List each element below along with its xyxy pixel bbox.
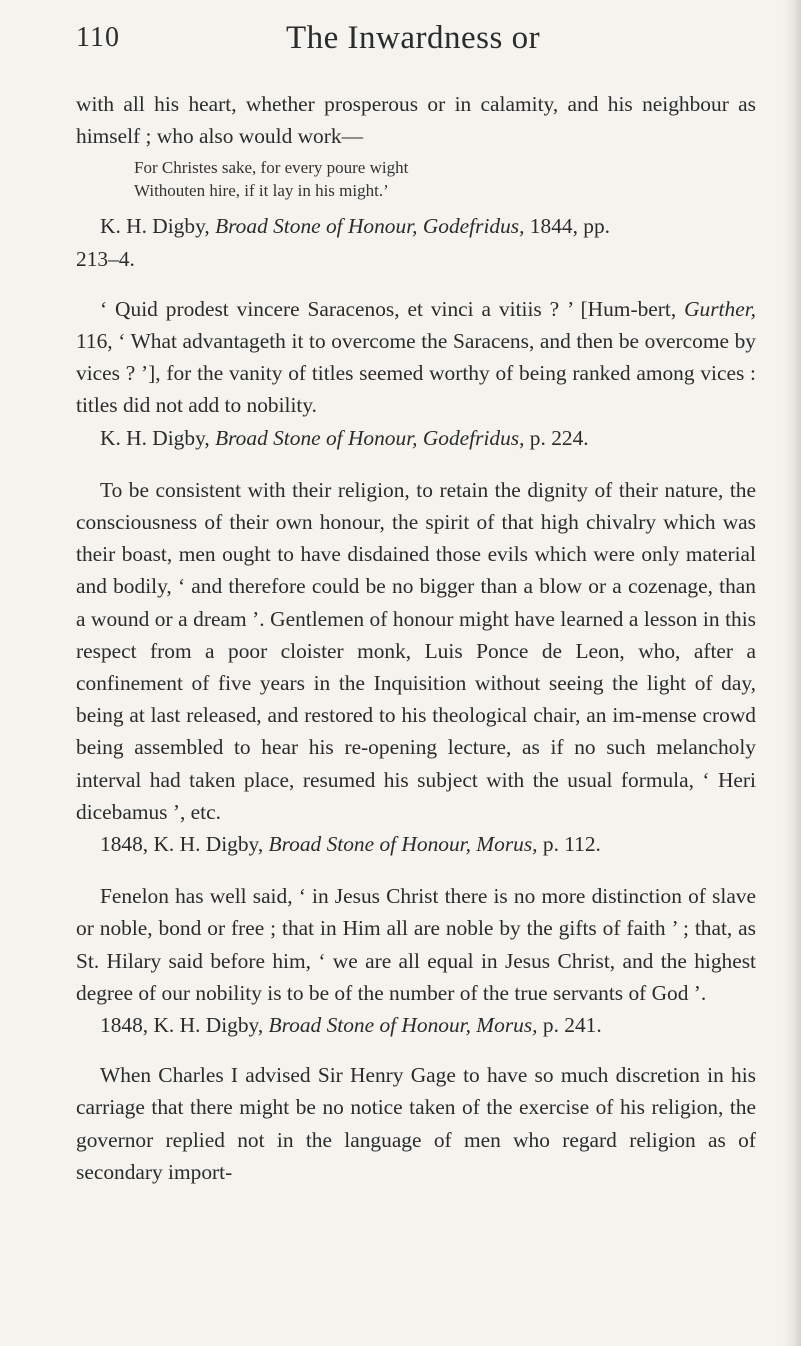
citation-2-pages: p. 224. [524,425,589,450]
citation-1-author: K. H. Digby, [100,214,216,239]
verse-quote [76,156,756,202]
paragraph-2 [76,293,756,422]
paragraph-2-italic: Gurther, [684,296,756,321]
citation-1-pages: 213–4. [76,246,135,271]
paragraph-2-text: ‘ Quid prodest vincere Saracenos, et vinci a vitiis ? ’ [Hum-bert, [100,296,685,321]
citation-3 [76,828,756,860]
paragraph-2-rest: 116, ‘ What advantageth it to overcome the Saracens, and then be overcome by vices ? ’], for the vanity of titles seemed worthy of being ranked among vices : titles did not add to nobility. [76,329,756,418]
verse-line-1: For Christes sake, for every poure wight [134,158,409,178]
citation-3-pages: p. 112. [537,832,601,857]
paragraph-4: Fenelon has well said, ‘ in Jesus Christ there is no more distinction of slave or noble, bond or free ; that in Him all are noble by the gifts of faith ’ ; that, as St. Hilary said before him, ‘ we are all equal in Jesus Christ, and the highest degree of our nobility is to be of the number of the true servants of God ’. [76,884,756,1005]
paragraph-1: with all his heart, whether prosperous or in calamity, and his neighbour as himself ; who also would work— [76,92,756,149]
citation-1-title: Broad Stone of Honour, Godefridus, [215,214,525,239]
running-header [76,22,761,62]
citation-3-title: Broad Stone of Honour, Morus, [268,832,538,857]
spacer [76,275,756,293]
citation-2-author: K. H. Digby, [100,425,216,450]
citation-2 [76,422,756,454]
citation-4-author: 1848, K. H. Digby, [100,1013,269,1038]
citation-4-title: Broad Stone of Honour, Morus, [268,1013,538,1038]
paragraph-3: To be consistent with their religion, to retain the dignity of their nature, the consciousness of their own honour, the spirit of that high chivalry which was their boast, men ought to have disdained those evils which were only material and bodily, ‘ and therefore could be no bigger than a blow or a cozenage, than a wound or a dream ’. Gentlemen of honour might have learned a lesson in this respect from a poor cloister monk, Luis Ponce de Leon, who, after a confinement of five years in the Inquisition without seeing the light of day, being at last released, and restored to his theological chair, an im-mense crowd being assembled to hear his re-opening lecture, as if no such melancholy interval had taken place, resumed his subject with the usual formula, ‘ Heri dicebamus ’, etc. [76,477,756,824]
citation-2-title: Broad Stone of Honour, Godefridus, [215,425,525,450]
citation-1-year: 1844, pp. [524,214,611,239]
spacer [76,1041,756,1059]
citation-3-author: 1848, K. H. Digby, [100,832,269,857]
citation-1 [76,210,756,242]
spacer [76,454,756,474]
page-body [76,88,756,1188]
verse-line-2: Withouten hire, if it lay in his might.’ [134,181,389,201]
page-edge-shadow [783,0,801,1346]
spacer [76,860,756,880]
paragraph-5: When Charles I advised Sir Henry Gage to have so much discretion in his carriage that there might be no notice taken of the exercise of his religion, the governor replied not in the language of men who regard religion as of secondary import- [76,1063,756,1184]
citation-4 [76,1009,756,1041]
citation-4-pages: p. 241. [537,1013,602,1038]
running-title: The Inwardness or [286,20,541,56]
page-number: 110 [76,22,120,53]
